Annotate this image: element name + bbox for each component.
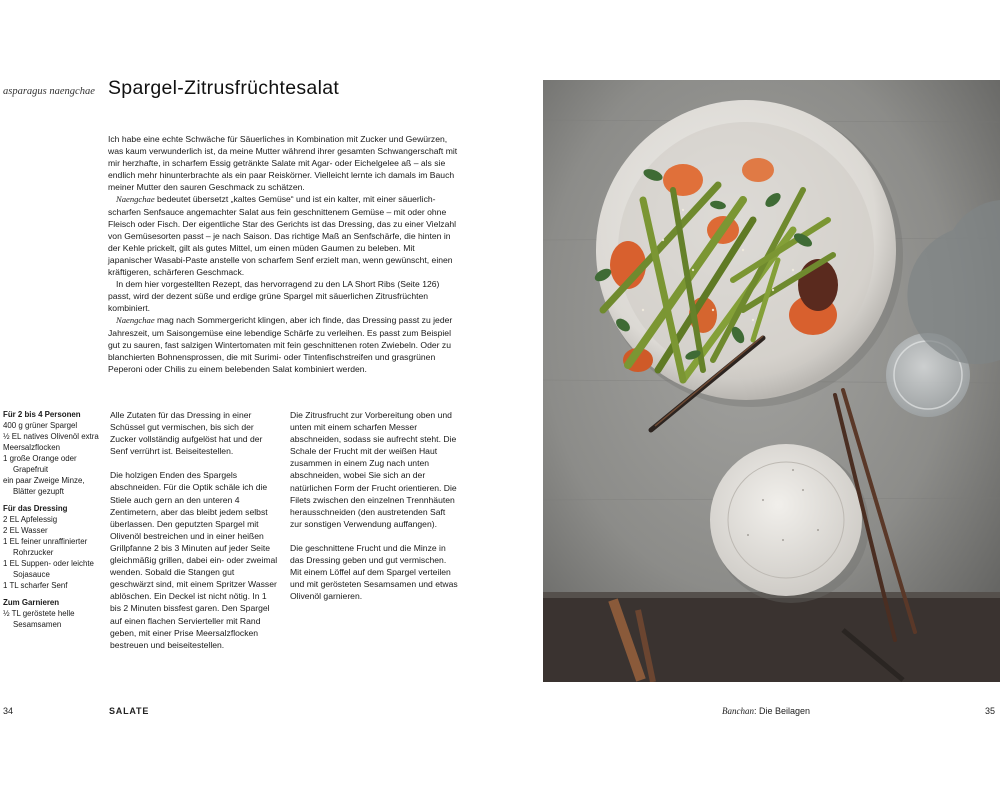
text-run: Ich habe eine echte Schwäche für Säuerliches in Kombination mit Zucker und Gewürzen, was kaum verwunderlich ist, da meine Mutter während ihrer gesamten Schwangerschaft mit mir herzhafte, in scharfem Essig getränkte Salate mit Agar- oder Eichelgelee aß – als sie endlich mehr hinunterbrachte als ein paar Reiskörner. Vielleicht lernte ich damals im Bauch meiner Mutter den sauren Geschmack zu schätzen. <box>108 134 458 193</box>
text-run: In dem hier vorgestellten Rezept, das hervorragend zu den LA Short Ribs (Seite 126) passt, wird der dezent süße und erdige grüne Spargel mit säuerlichen Zitrusfrüchten kombiniert. <box>108 279 440 314</box>
ingredient-heading: Zum Garnieren <box>3 598 60 607</box>
intro-paragraph <box>108 133 460 193</box>
method-paragraph: Die holzigen Enden des Spargels abschneiden. Für die Optik schäle ich die Stiele auch gern an den unteren 4 Zentimetern, aber das bleibt jedem selbst überlassen. Den geputzten Spargel mit Olivenöl bestreichen und in einer heißen Grillpfanne 2 bis 3 Minuten auf jeder Seite gleichmäßig grillen, dabei ein- oder zweimal wenden. Sobald die Stangen gut geschwärzt sind, mit einem Spritzer Wasser ablöschen. Ein Deckel ist nicht nötig. In 1 bis 2 Minuten bissfest garen. Den Spargel auf einen flachen Servierteller mit Rand geben, mit einer Prise Meersalzflocken bestreuen und beiseitestellen. <box>110 470 278 650</box>
salad-photo <box>543 80 1000 682</box>
italic-term: Naengchae <box>116 194 155 205</box>
ingredient-heading: Für das Dressing <box>3 504 68 513</box>
text-run: bedeutet übersetzt „kaltes Gemüse“ und ist ein kalter, mit einer säuerlich-scharfen Senfsauce angemachter Salat aus fein geschnittenem Gemüse – mit oder ohne Fleisch oder Fisch. Der eigentliche Star des Gerichts ist das Dressing, das zu einer Vielzahl von Gemüsesorten passt – je nach Saison. Das richtige Maß an Senfschärfe, die hinten in der Kehle prickelt, gilt als gutes Mittel, um einen müden Gaumen zu beleben. Mit japanischer Wasabi-Paste anstelle von scharfem Senf erzielt man, wenn gewünscht, einen kräftigeren, schärferen Geschmack. <box>108 194 457 278</box>
italic-term: Naengchae <box>116 315 155 326</box>
ingredient-item: 2 EL Wasser <box>3 526 48 535</box>
ingredient-item: ½ TL geröstete helle Sesamsamen <box>3 609 75 629</box>
ingredient-group <box>3 409 103 497</box>
page-number-right: 35 <box>985 706 996 716</box>
method-paragraph: Die geschnittene Frucht und die Minze in das Dressing geben und gut vermischen. Mit einem Löffel auf dem Spargel verteilen und mit gerösteten Sesamsamen und etwas Olivenöl garnieren. <box>290 542 458 602</box>
ingredient-group <box>3 503 103 591</box>
intro-paragraph <box>108 193 460 278</box>
ingredient-list <box>3 409 103 630</box>
ingredient-item: ein paar Zweige Minze, Blätter gezupft <box>3 476 85 496</box>
ingredient-heading: Für 2 bis 4 Personen <box>3 410 81 419</box>
ingredient-item: Meersalzflocken <box>3 443 61 452</box>
running-head <box>722 706 810 716</box>
ingredient-item: 1 TL scharfer Senf <box>3 581 68 590</box>
method-paragraph: Alle Zutaten für das Dressing in einer Schüssel gut vermischen, bis sich der Zucker vollständig aufgelöst hat und der Senf verrührt ist. Beiseitestellen. <box>110 410 263 457</box>
ingredient-item: 1 große Orange oder Grapefruit <box>3 454 77 474</box>
ingredient-item: ½ EL natives Olivenöl extra <box>3 432 99 441</box>
ingredient-item: 400 g grüner Spargel <box>3 421 78 430</box>
text-run: mag nach Sommergericht klingen, aber ich finde, das Dressing passt zu jeder Jahreszeit, um Saisongemüse eine lebendige Schärfe zu verleihen. Es passt zum Beispiel gut zu sauren, fast salzigen Wintertomaten mit fein geschnittenen roten Zwiebeln. Oder zu blanchierten Bohnensprossen, die mit Surimi- oder Tintenfischstreifen und grasgrünen Peperoni oder Chilis zu einem belebenden Salat kombiniert werden. <box>108 315 453 374</box>
ingredient-group <box>3 597 103 630</box>
method-paragraph: Die Zitrusfrucht zur Vorbereitung oben und unten mit einem scharfen Messer abschneiden, sodass sie aufrecht steht. Die Schale der Frucht mit der weißen Haut zusammen in einem Zug nach unten abschneiden, wobei Sie sich an der natürlichen Form der Frucht orientieren. Die Filets zwischen den einzelnen Trennhäuten herausschneiden (den austretenden Saft zur sonstigen Verwendung auffangen). <box>290 410 457 529</box>
running-head-italic: Banchan <box>722 706 754 716</box>
section-label: SALATE <box>109 706 150 716</box>
running-head-rest: : Die Beilagen <box>754 706 811 716</box>
method-column-1 <box>110 409 278 663</box>
ingredient-item: 1 EL feiner unraffinierter Rohrzucker <box>3 537 88 557</box>
page-number-left: 34 <box>3 706 14 716</box>
recipe-title: Spargel-Zitrusfrüchtesalat <box>108 77 340 99</box>
ingredient-item: 2 EL Apfelessig <box>3 515 58 524</box>
intro-text <box>108 133 460 375</box>
intro-paragraph <box>108 278 460 314</box>
ingredient-item: 1 EL Suppen- oder leichte Sojasauce <box>3 559 94 579</box>
recipe-kicker: asparagus naengchae <box>3 86 95 97</box>
method-column-2 <box>290 409 458 614</box>
intro-paragraph <box>108 314 460 374</box>
